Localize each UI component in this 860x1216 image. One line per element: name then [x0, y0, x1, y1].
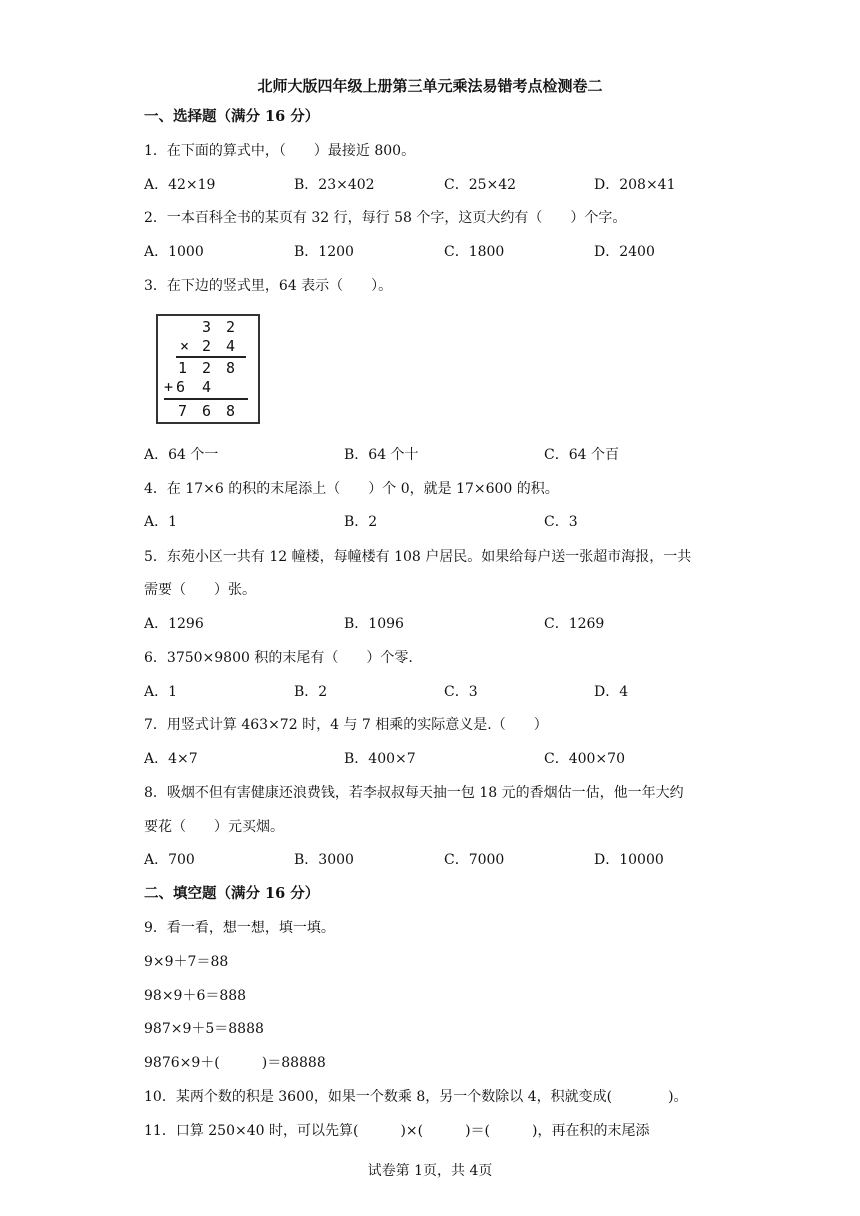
- calc-digit: 6: [202, 402, 212, 420]
- question-8-line-2: 要花（ ）元买烟。: [144, 819, 284, 835]
- option-d: D．208×41: [594, 177, 676, 193]
- calc-digit: 2: [226, 318, 236, 336]
- question-11: 11．口算 250×40 时，可以先算( )×( )＝( )，再在积的末尾添: [144, 1123, 650, 1139]
- calc-digit: 2: [202, 359, 212, 377]
- option-b: B．2: [344, 514, 378, 530]
- option-a: A．700: [144, 852, 195, 868]
- question-10: 10．某两个数的积是 3600，如果一个数乘 8，另一个数除以 4，积就变成( )。: [144, 1089, 688, 1105]
- option-b: B．23×402: [294, 177, 375, 193]
- option-c: C．7000: [444, 852, 505, 868]
- calc-digit: 4: [226, 337, 236, 355]
- question-8-line-1: 8．吸烟不但有害健康还浪费钱，若李叔叔每天抽一包 18 元的香烟估一估，他一年大约: [144, 785, 684, 801]
- calc-rule: [164, 398, 248, 400]
- option-c: C．400×70: [544, 751, 625, 767]
- calc-digit: 3: [202, 318, 212, 336]
- option-a: A．4×7: [144, 751, 198, 767]
- calc-digit: 1: [178, 359, 188, 377]
- question-1: 1．在下面的算式中，（ ）最接近 800。: [144, 143, 416, 159]
- question-6: 6．3750×9800 积的末尾有（ ）个零.: [144, 650, 413, 666]
- option-a: A．1: [144, 684, 178, 700]
- option-c: C．1269: [544, 616, 605, 632]
- calc-rule: [176, 356, 246, 358]
- option-a: A．1000: [144, 244, 204, 260]
- question-4: 4．在 17×6 的积的末尾添上（ ）个 0，就是 17×600 的积。: [144, 481, 559, 497]
- equation-line: 9876×9＋( )＝88888: [144, 1055, 326, 1071]
- calc-digit: 4: [202, 378, 212, 396]
- question-9: 9．看一看，想一想，填一填。: [144, 920, 335, 936]
- question-5-line-2: 需要（ ）张。: [144, 582, 256, 598]
- section-heading-choice: 一、选择题（满分 16 分）: [144, 108, 320, 125]
- option-d: D．2400: [594, 244, 655, 260]
- calc-digit: 8: [226, 359, 236, 377]
- option-a: A．1: [144, 514, 178, 530]
- calc-digit: 7: [178, 402, 188, 420]
- option-a: A．42×19: [144, 177, 216, 193]
- question-5-line-1: 5．东苑小区一共有 12 幢楼，每幢楼有 108 户居民。如果给每户送一张超市海报，一共: [144, 549, 692, 565]
- calc-operator: ×: [180, 337, 190, 355]
- equation-line: 9×9＋7＝88: [144, 954, 229, 970]
- question-2: 2．一本百科全书的某页有 32 行，每行 58 个字，这页大约有（ ）个字。: [144, 210, 627, 226]
- option-b: B．1096: [344, 616, 404, 632]
- page-footer: 试卷第 1页，共 4页: [367, 1163, 493, 1179]
- option-b: B．400×7: [344, 751, 416, 767]
- option-c: C．3: [444, 684, 478, 700]
- option-a: A．64 个一: [144, 447, 219, 463]
- vertical-multiplication-figure: [156, 314, 260, 424]
- option-a: A．1296: [144, 616, 204, 632]
- option-b: B．2: [294, 684, 328, 700]
- option-c: C．64 个百: [544, 447, 619, 463]
- question-7: 7．用竖式计算 463×72 时，4 与 7 相乘的实际意义是.（ ）: [144, 717, 548, 733]
- equation-line: 98×9＋6＝888: [144, 988, 247, 1004]
- calc-digit: 8: [226, 402, 236, 420]
- question-3: 3．在下边的竖式里，64 表示（ ）。: [144, 278, 393, 294]
- option-c: C．1800: [444, 244, 505, 260]
- option-d: D．4: [594, 684, 629, 700]
- option-d: D．10000: [594, 852, 664, 868]
- equation-line: 987×9＋5＝8888: [144, 1021, 264, 1037]
- option-c: C．25×42: [444, 177, 517, 193]
- calc-digit: 6: [176, 378, 186, 396]
- option-c: C．3: [544, 514, 578, 530]
- option-b: B．64 个十: [344, 447, 419, 463]
- calc-digit: 2: [202, 337, 212, 355]
- option-b: B．3000: [294, 852, 354, 868]
- section-heading-fill: 二、填空题（满分 16 分）: [144, 885, 320, 902]
- option-b: B．1200: [294, 244, 354, 260]
- page-title: 北师大版四年级上册第三单元乘法易错考点检测卷二: [257, 77, 603, 95]
- calc-operator: +: [164, 378, 174, 396]
